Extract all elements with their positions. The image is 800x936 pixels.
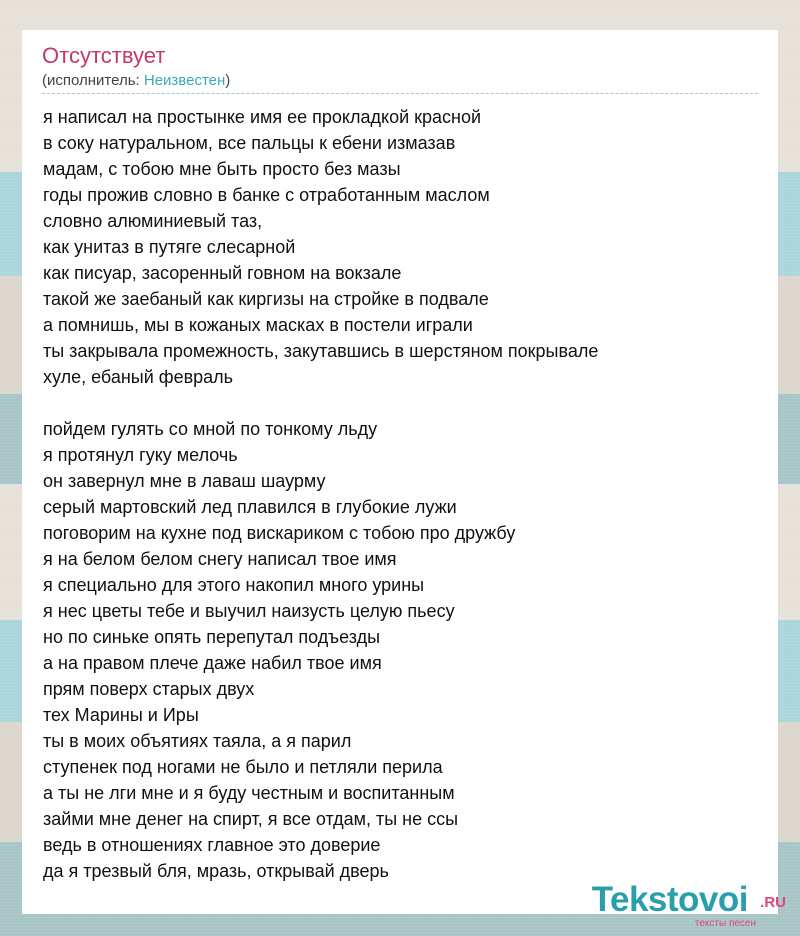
- lyrics-text: [43, 104, 758, 884]
- logo-wordmark: Tekstovoi: [591, 880, 748, 919]
- lyrics-card: [22, 30, 778, 914]
- logo-tagline: тексты песен: [694, 918, 756, 929]
- lyric-line: а помнишь, мы в кожаных масках в постели играли: [43, 315, 473, 335]
- logo-domain: .RU: [760, 894, 786, 911]
- lyric-line: я на белом белом снегу написал твое имя: [43, 549, 397, 569]
- lyric-line: но по синьке опять перепутал подъезды: [43, 627, 381, 647]
- lyric-line: серый мартовский лед плавился в глубокие лужи: [43, 497, 457, 517]
- byline-prefix: (исполнитель:: [42, 72, 144, 89]
- stanza-break: [43, 390, 758, 416]
- lyric-line: мадам, с тобою мне быть просто без мазы: [43, 159, 401, 179]
- lyric-line: как унитаз в путяге слесарной: [43, 237, 296, 257]
- lyric-line: тех Марины и Иры: [43, 705, 199, 725]
- lyric-line: такой же заебаный как киргизы на стройке в подвале: [43, 289, 489, 309]
- byline-suffix: ): [225, 72, 231, 89]
- song-title: Отсутствует: [42, 43, 166, 68]
- lyric-line: в соку натуральном, все пальцы к ебени измазав: [43, 133, 456, 153]
- lyric-line: я специально для этого накопил много урины: [43, 575, 425, 595]
- lyric-line: а на правом плече даже набил твое имя: [43, 653, 382, 673]
- lyric-line: словно алюминиевый таз,: [43, 211, 263, 231]
- lyric-line: поговорим на кухне под вискариком с тобою про дружбу: [43, 523, 516, 543]
- lyric-line: я протянул гуку мелочь: [43, 445, 238, 465]
- lyric-line: займи мне денег на спирт, я все отдам, ты не ссы: [43, 809, 459, 829]
- artist-byline: [42, 72, 230, 90]
- divider: [42, 93, 758, 94]
- lyric-line: хуле, ебаный февраль: [43, 367, 234, 387]
- lyric-line: а ты не лги мне и я буду честным и воспитанным: [43, 783, 455, 803]
- lyric-line: ты закрывала промежность, закутавшись в шерстяном покрывале: [43, 341, 599, 361]
- lyric-line: я написал на простынке имя ее прокладкой красной: [43, 107, 482, 127]
- lyric-line: он завернул мне в лаваш шаурму: [43, 471, 326, 491]
- lyric-line: как писуар, засоренный говном на вокзале: [43, 263, 402, 283]
- site-logo[interactable]: [576, 880, 786, 929]
- lyric-line: я нес цветы тебе и выучил наизусть целую пьесу: [43, 601, 455, 621]
- lyric-line: ты в моих объятиях таяла, а я парил: [43, 731, 352, 751]
- lyric-line: ведь в отношениях главное это доверие: [43, 835, 381, 855]
- lyric-line: ступенек под ногами не было и петляли перила: [43, 757, 443, 777]
- artist-link[interactable]: Неизвестен: [143, 72, 226, 89]
- lyric-line: да я трезвый бля, мразь, открывай дверь: [43, 861, 389, 881]
- lyric-line: прям поверх старых двух: [43, 679, 255, 699]
- lyric-line: пойдем гулять со мной по тонкому льду: [43, 419, 378, 439]
- lyric-line: годы прожив словно в банке с отработанным маслом: [43, 185, 490, 205]
